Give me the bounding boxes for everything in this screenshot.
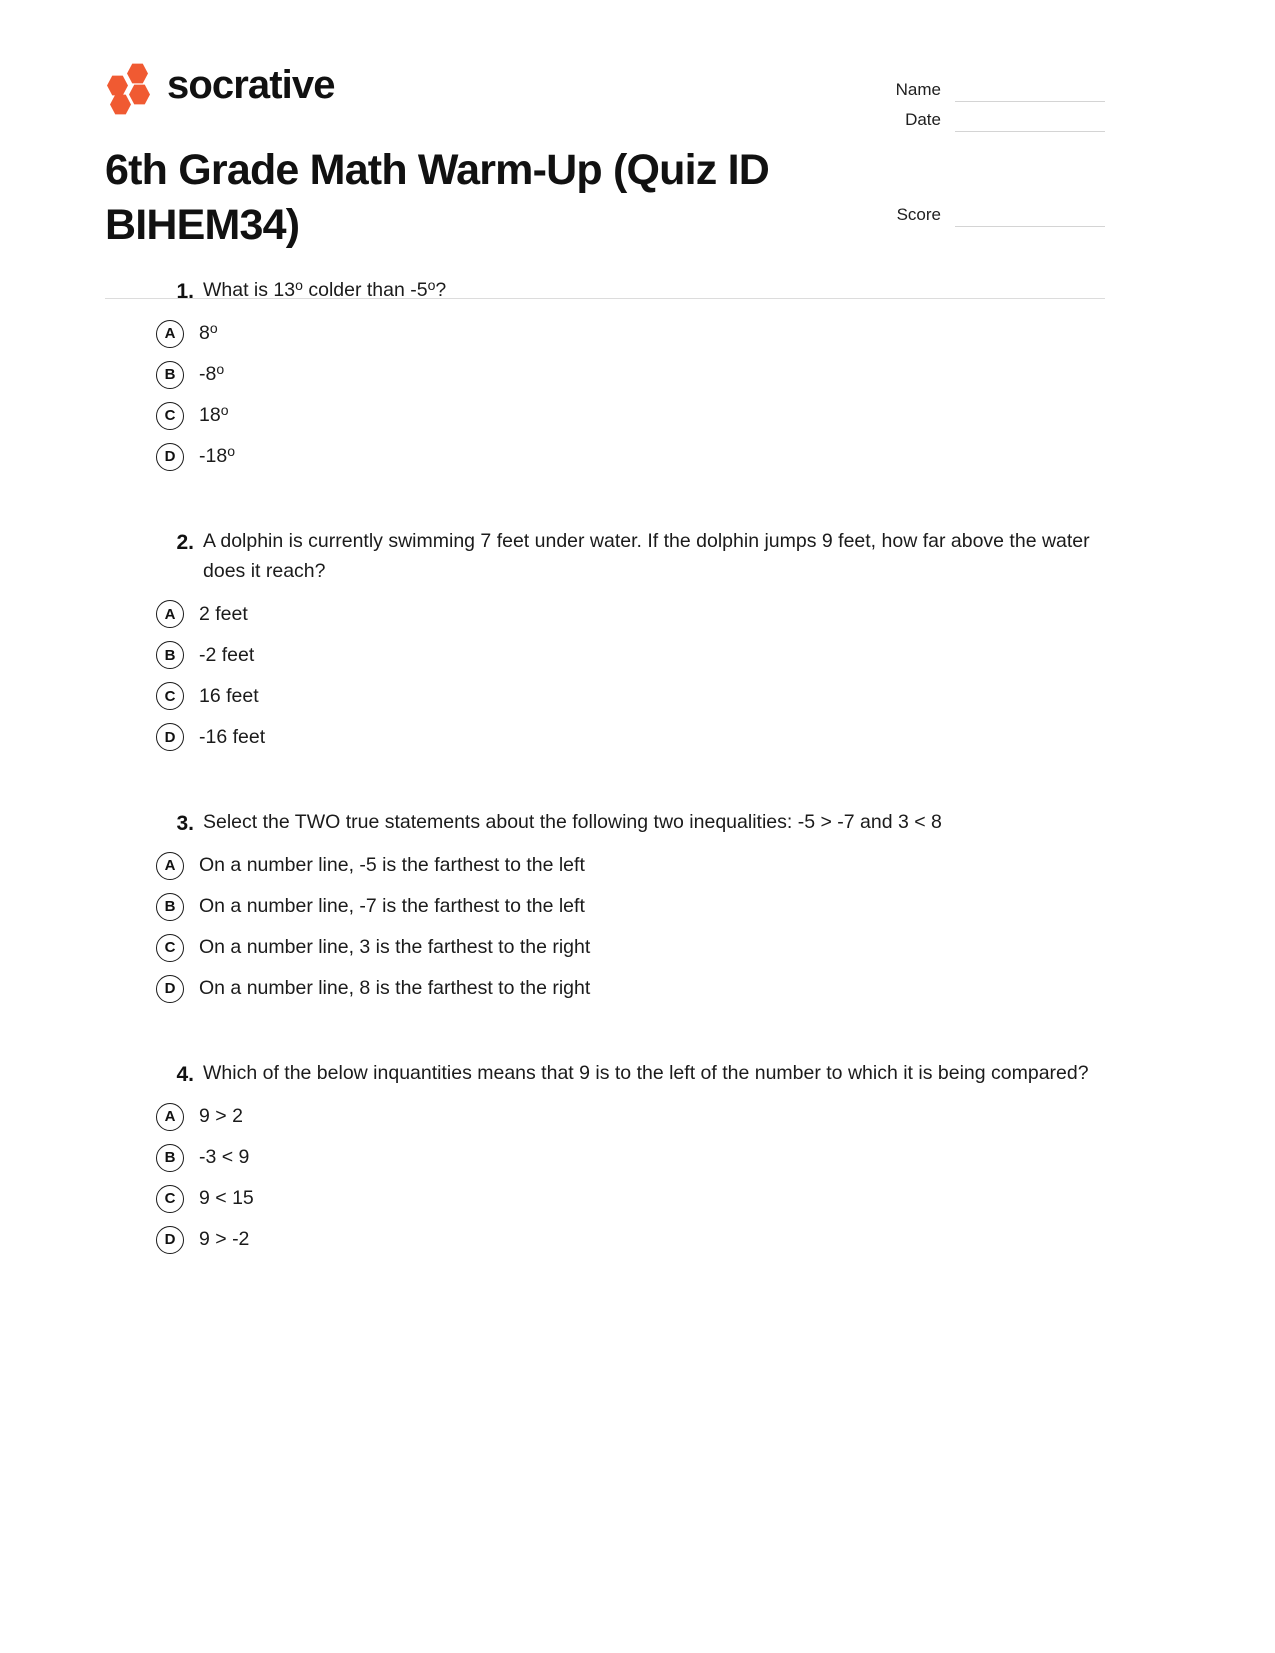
question-text: Which of the below inquantities means that 9 is to the left of the number to which it is being compared? <box>203 1062 1089 1084</box>
option-text: On a number line, -7 is the farthest to the left <box>199 894 585 917</box>
page-title: 6th Grade Math Warm-Up (Quiz ID BIHEM34) <box>105 146 770 250</box>
option-bubble[interactable]: D <box>156 1226 184 1254</box>
name-field-row <box>873 72 1105 102</box>
options-list <box>160 845 1105 1009</box>
answer-option[interactable] <box>156 886 1105 927</box>
option-bubble[interactable]: D <box>156 975 184 1003</box>
option-text: 8$^o$ <box>199 320 218 345</box>
options-list <box>160 313 1105 477</box>
answer-option[interactable] <box>156 927 1105 968</box>
option-bubble[interactable]: B <box>156 641 184 669</box>
brand-name: socrative <box>167 63 335 107</box>
socrative-hexagon-logo-icon <box>105 62 151 108</box>
option-bubble[interactable]: A <box>156 1103 184 1131</box>
answer-option[interactable] <box>156 436 1105 477</box>
option-text: 2 feet <box>199 602 248 625</box>
question-text: What is 13$^o$ colder than -5$^o$? <box>203 277 447 301</box>
answer-option[interactable] <box>156 717 1105 758</box>
answer-option[interactable] <box>156 313 1105 354</box>
question-block <box>0 808 1275 1009</box>
question-number: 4. <box>176 1063 194 1086</box>
question-number: 1. <box>176 280 194 303</box>
questions-list <box>0 276 1275 1260</box>
option-bubble[interactable]: B <box>156 361 184 389</box>
question-text: A dolphin is currently swimming 7 feet under water. If the dolphin jumps 9 feet, how far above the water does it reach? <box>203 530 1090 582</box>
question-heading <box>160 276 1105 305</box>
option-bubble[interactable]: C <box>156 682 184 710</box>
date-field-row <box>873 102 1105 132</box>
hexagon-top-right-icon <box>127 63 148 84</box>
option-bubble[interactable]: B <box>156 893 184 921</box>
hexagon-bottom-left-icon <box>110 94 131 115</box>
answer-option[interactable] <box>156 635 1105 676</box>
question-number: 3. <box>176 811 194 835</box>
answer-option[interactable] <box>156 1137 1105 1178</box>
option-text: -8$^o$ <box>199 361 225 386</box>
score-label: Score <box>896 205 941 224</box>
option-bubble[interactable]: D <box>156 443 184 471</box>
option-text: On a number line, 8 is the farthest to the right <box>199 976 591 999</box>
answer-option[interactable] <box>156 676 1105 717</box>
question-heading <box>160 808 1105 837</box>
answer-option[interactable] <box>156 594 1105 635</box>
option-text: -16 feet <box>199 725 266 748</box>
options-list <box>160 594 1105 758</box>
option-bubble[interactable]: B <box>156 1144 184 1172</box>
option-text: 16 feet <box>199 684 259 707</box>
options-list <box>160 1096 1105 1260</box>
option-text: -3 < 9 <box>199 1146 250 1169</box>
option-bubble[interactable]: A <box>156 852 184 880</box>
option-text: 9 > -2 <box>199 1228 250 1251</box>
option-text: 9 < 15 <box>199 1187 254 1210</box>
worksheet-header <box>0 0 1275 250</box>
answer-option[interactable] <box>156 845 1105 886</box>
option-text: 18$^o$ <box>199 402 229 427</box>
option-bubble[interactable]: A <box>156 320 184 348</box>
answer-option[interactable] <box>156 1096 1105 1137</box>
option-bubble[interactable]: C <box>156 1185 184 1213</box>
question-text: Select the TWO true statements about the following two inequalities: -5 > -7 and 3 < 8 <box>203 810 942 833</box>
option-text: 9 > 2 <box>199 1105 243 1128</box>
option-bubble[interactable]: C <box>156 402 184 430</box>
option-text: On a number line, 3 is the farthest to the right <box>199 935 591 958</box>
score-field-row <box>873 197 1105 227</box>
option-bubble[interactable]: C <box>156 934 184 962</box>
name-input-line[interactable] <box>955 80 1105 102</box>
hexagon-middle-left-icon <box>107 75 128 96</box>
option-text: -2 feet <box>199 643 255 666</box>
answer-option[interactable] <box>156 968 1105 1009</box>
question-heading <box>160 1059 1105 1088</box>
hexagon-middle-right-icon <box>129 84 150 105</box>
answer-option[interactable] <box>156 1178 1105 1219</box>
question-block <box>0 527 1275 758</box>
name-label: Name <box>895 80 941 99</box>
student-meta-fields <box>873 72 1105 132</box>
date-label: Date <box>905 110 941 129</box>
option-bubble[interactable]: D <box>156 723 184 751</box>
answer-option[interactable] <box>156 395 1105 436</box>
question-block <box>0 1059 1275 1260</box>
question-heading <box>160 527 1105 586</box>
score-input-line[interactable] <box>955 205 1105 227</box>
answer-option[interactable] <box>156 354 1105 395</box>
question-block <box>0 276 1275 477</box>
answer-option[interactable] <box>156 1219 1105 1260</box>
date-input-line[interactable] <box>955 110 1105 132</box>
question-number: 2. <box>176 531 194 555</box>
option-text: -18$^o$ <box>199 443 235 468</box>
option-text: On a number line, -5 is the farthest to the left <box>199 853 585 876</box>
option-bubble[interactable]: A <box>156 600 184 628</box>
